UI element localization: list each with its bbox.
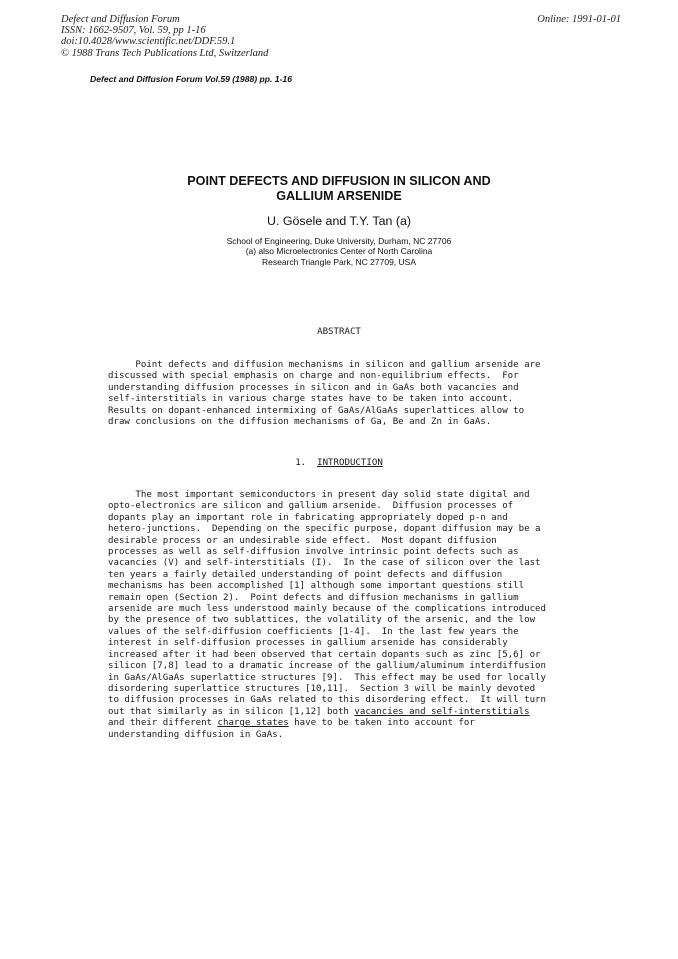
body-line	[108, 707, 628, 718]
abstract-line: self-interstitials in various charge states have to be taken into account.	[108, 394, 514, 405]
body-line: desirable process or an undesirable side effect. Most dopant diffusion	[108, 535, 497, 546]
issn-line: ISSN: 1662-9507, Vol. 59, pp 1-16	[61, 25, 206, 37]
body-line: processes as well as self-diffusion involve intrinsic point defects such as	[108, 547, 519, 558]
title-line: GALLIUM ARSENIDE	[276, 189, 402, 203]
body-line: values of the self-diffusion coefficients [1-4]. In the last few years the	[108, 626, 519, 637]
introduction-body	[108, 490, 628, 741]
abstract-line: Results on dopant-enhanced intermixing of GaAs/AlGaAs superlattices allow to	[108, 405, 525, 416]
body-text: out that similarly as in silicon [1,12] both	[108, 706, 355, 717]
copyright-line: © 1988 Trans Tech Publications Ltd, Switzerland	[61, 47, 269, 59]
body-line: opto-electronics are silicon and gallium arsenide. Diffusion processes of	[108, 501, 514, 512]
section-number: 1.	[295, 458, 318, 468]
doi-line: doi:10.4028/www.scientific.net/DDF.59.1	[61, 36, 236, 48]
body-line: increased after it had been observed that certain dopants such as zinc [5,6] or	[108, 649, 541, 660]
online-date: Online: 1991-01-01	[537, 14, 621, 25]
body-line: interest in self-diffusion processes in gallium arsenide has considerably	[108, 638, 508, 649]
affiliation-line: Research Triangle Park, NC 27709, USA	[261, 256, 417, 267]
abstract-line: draw conclusions on the diffusion mechanisms of Ga, Be and Zn in GaAs.	[108, 417, 492, 428]
running-head: Defect and Diffusion Forum Vol.59 (1988) pp. 1-16	[90, 74, 292, 84]
authors: U. Gösele and T.Y. Tan (a)	[267, 214, 411, 228]
abstract-line: discussed with special emphasis on charge and non-equilibrium effects. For	[108, 371, 519, 382]
body-text: and their different	[108, 718, 218, 729]
body-line: to diffusion processes in GaAs related to this disordering effect. It will turn	[108, 695, 546, 706]
underlined-text: vacancies and self-interstitials	[354, 706, 530, 717]
body-line: dopants play an important role in fabricating appropriately doped p-n and	[108, 512, 508, 523]
affiliation-line: School of Engineering, Duke University, Durham, NC 27706	[226, 236, 452, 246]
affiliation-line: (a) also Microelectronics Center of North Carolina	[245, 246, 433, 257]
body-line: hetero-junctions. Depending on the specific purpose, dopant diffusion may be a	[108, 524, 541, 535]
body-line: silicon [7,8] lead to a dramatic increase of the gallium/aluminum interdiffusion	[108, 661, 546, 672]
body-line: understanding diffusion in GaAs.	[108, 729, 284, 740]
body-line: disordering superlattice structures [10,11]. Section 3 will be mainly devoted	[108, 683, 536, 694]
section-title: INTRODUCTION	[317, 458, 383, 468]
title-line: POINT DEFECTS AND DIFFUSION IN SILICON AND	[187, 174, 491, 188]
body-line: by the presence of two sublattices, the volatility of the arsenic, and the low	[108, 615, 536, 626]
body-line: vacancies (V) and self-interstitials (I). In the case of silicon over the last	[108, 558, 541, 569]
abstract-heading: ABSTRACT	[317, 327, 361, 337]
abstract-line: Point defects and diffusion mechanisms in silicon and gallium arsenide are	[108, 360, 541, 370]
abstract-line: understanding diffusion processes in silicon and in GaAs both vacancies and	[108, 382, 519, 393]
body-line	[108, 718, 628, 729]
body-line: remain open (Section 2). Point defects and diffusion mechanisms in gallium	[108, 592, 519, 603]
paper-title	[0, 174, 678, 204]
journal-metadata	[61, 14, 268, 59]
body-line: in GaAs/AlGaAs superlattice structures [9]. This effect may be used for locally	[108, 672, 546, 683]
body-text: have to be taken into account for	[288, 718, 475, 729]
body-line: The most important semiconductors in present day solid state digital and	[108, 490, 530, 500]
section-heading-introduction	[0, 458, 678, 469]
body-line: arsenide are much less understood mainly because of the complications introduced	[108, 604, 546, 615]
abstract-body	[108, 360, 628, 428]
body-line: mechanisms has been accomplished [1] although some important questions still	[108, 581, 525, 592]
body-line: ten years a fairly detailed understanding of point defects and diffusion	[108, 569, 503, 580]
journal-name: Defect and Diffusion Forum	[61, 14, 180, 25]
affiliations	[0, 236, 678, 267]
underlined-text: charge states	[217, 718, 289, 729]
